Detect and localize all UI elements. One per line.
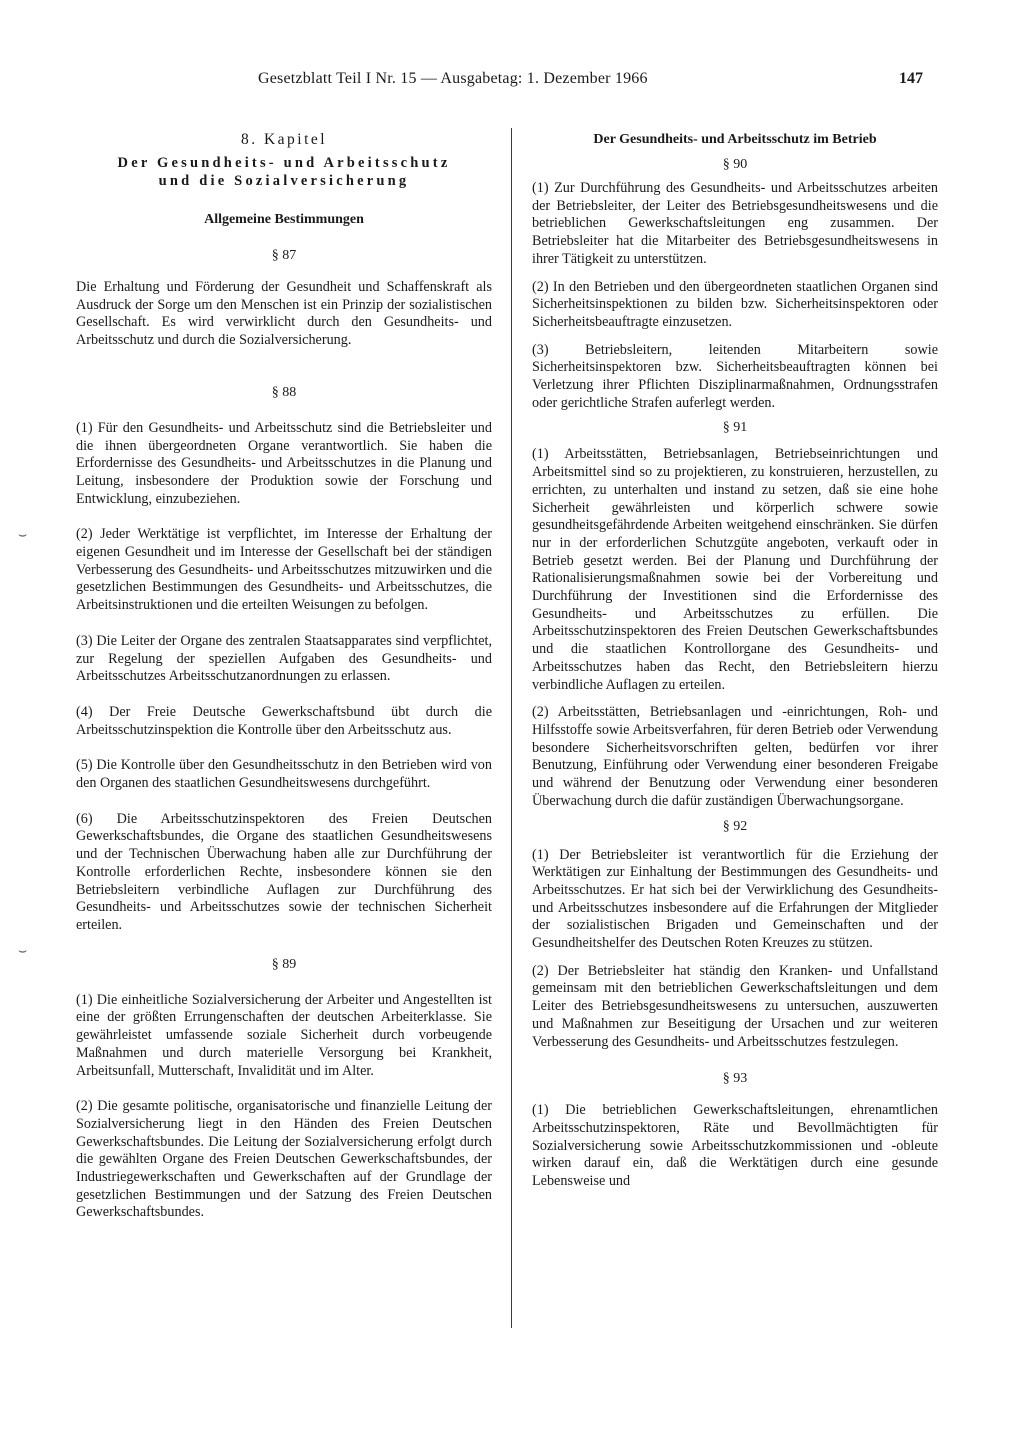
paragraph-heading: § 93	[722, 1071, 748, 1087]
right-column	[532, 130, 938, 1191]
paragraph-text: (3) Die Leiter der Organe des zentralen Staatsapparates sind verpflichtet, zur Regelung der speziellen Aufgaben des Gesundheits- und Arbeitsschutzes Arbeitsschutzanordnungen zu erlassen.	[76, 632, 492, 685]
column-divider	[511, 128, 512, 1328]
paragraph-heading: § 91	[722, 420, 748, 436]
paragraph-text: (1) Für den Gesundheits- und Arbeitsschutz sind die Betriebsleiter und die ihnen übergeordneten Organe verantwortlich. Sie haben die Erfordernisse des Gesundheits- und Arbeitsschutzes in die Planung und Leitung, insbesondere der Produktion sowie der Forschung und Entwicklung, einzubeziehen.	[76, 419, 492, 507]
gazette-title: Gesetzblatt Teil I Nr. 15 — Ausgabetag: 1. Dezember 1966	[258, 70, 648, 87]
paragraph-heading: § 89	[271, 956, 297, 972]
margin-mark: ⌣	[18, 528, 28, 543]
chapter-title: Der Gesundheits- und Arbeitsschutz	[117, 155, 451, 171]
paragraph-text: (1) Arbeitsstätten, Betriebsanlagen, Betriebseinrichtungen und Arbeitsmittel sind so zu projektieren, zu konstruieren, herzustellen, zu errichten, zu unterhalten und instand zu setzen, daß sie eine hohe Sicherheit gewährleisten und körperlich schwere sowie gesundheitsgefährdende Arbeiten weitgehend einschränken. Sie dürfen nur in der erforderlichen Schutzgüte angeboten, verkauft oder in Betrieb gesetzt werden. Bei der Planung und Durchführung der Rationalisierungsmaßnahmen sowie bei der Vorbereitung und Durchführung der Investitionen sind die Erfordernisse des Gesundheits- und Arbeitsschutzes zu erfüllen. Die Arbeitsschutzinspektoren des Freien Deutschen Gewerkschaftsbundes und die staatlichen Kontrollorgane des Gesundheits- und Arbeitsschutzes haben das Recht, den Betriebsleitern hierzu verbindliche Auflagen zu erteilen.	[532, 446, 938, 693]
chapter-title: und die Sozialversicherung	[158, 173, 410, 189]
paragraph-text: (2) Jeder Werktätige ist verpflichtet, im Interesse der Erhaltung der eigenen Gesundheit und im Interesse der Gesellschaft bei der ständigen Verbesserung des Gesundheits- und Arbeitsschutzes mitzuwirken und die gesetzlichen Bestimmungen des Gesundheits- und Arbeitsschutzes, die Arbeitsinstruktionen und die erteilten Weisungen zu befolgen.	[76, 526, 492, 614]
paragraph-text: (2) Die gesamte politische, organisatorische und finanzielle Leitung der Sozialversicherung liegt in den Händen des Freien Deutschen Gewerkschaftsbundes. Die Leitung der Sozialversicherung erfolgt durch die gewählten Organe des Freien Deutschen Gewerkschaftsbundes, der Industriegewerkschaften und Gewerkschaften auf der Grundlage der gesetzlichen Bestimmungen und der Satzung des Freien Deutschen Gewerkschaftsbundes.	[76, 1098, 492, 1221]
paragraph-text: (2) In den Betrieben und den übergeordneten staatlichen Organen sind Sicherheitsinspektionen zu bilden bzw. Sicherheitsinspektoren oder Sicherheitsbeauftragte einzusetzen.	[532, 278, 938, 330]
paragraph-text: (1) Der Betriebsleiter ist verantwortlich für die Erziehung der Werktätigen zur Einhaltung der Bestimmungen des Gesundheits- und Arbeitsschutzes. Er hat sich bei der Verwirklichung des Gesundheits- und Arbeitsschutzes insbesondere auf die Erfahrungen der Mitglieder der sozialistischen Brigaden und Gemeinschaften und der Gesundheitshelfer des Deutschen Roten Kreuzes zu stützen.	[532, 846, 938, 952]
paragraph-heading: § 87	[271, 248, 297, 263]
paragraph-text: (1) Die betrieblichen Gewerkschaftsleitungen, ehrenamtlichen Arbeitsschutzinspektoren, Räte und Bevollmächtigten für Sozialversicherung sowie Arbeitsschutzkommissionen und -obleute wirken darauf ein, daß die Werktätigen durch eine gesunde Lebensweise und	[532, 1102, 938, 1190]
paragraph-heading: § 92	[722, 818, 748, 834]
paragraph-text: (1) Zur Durchführung des Gesundheits- und Arbeitsschutzes arbeiten der Betriebsleiter, der Leiter des Betriebsgesundheitswesens und die betrieblichen Gewerkschaftsleitungen eng zusammen. Der Betriebsleiter hat die Mitarbeiter des Betriebsgesundheitswesens in ihrer Tätigkeit zu unterstützen.	[532, 180, 938, 267]
paragraph-text: (5) Die Kontrolle über den Gesundheitsschutz in den Betrieben wird von den Organen des staatlichen Gesundheitswesens durchgeführt.	[76, 757, 492, 792]
section-heading: Der Gesundheits- und Arbeitsschutz im Betrieb	[593, 132, 877, 147]
running-header	[258, 70, 923, 92]
paragraph-heading: § 88	[271, 384, 297, 400]
chapter-number: 8. Kapitel	[240, 131, 328, 148]
page-number: 147	[899, 70, 923, 87]
left-column	[76, 130, 492, 1222]
paragraph-text: (6) Die Arbeitsschutzinspektoren des Freien Deutschen Gewerkschaftsbundes, die Organe des staatlichen Gesundheitswesens und der Technischen Überwachung haben alle zur Durchführung der Kontrolle erforderlichen Rechte, insbesondere können sie den Betriebsleitern verbindliche Auflagen zur Durchführung des Gesundheits- und Arbeitsschutzes sowie der technischen Sicherheit erteilen.	[76, 810, 492, 933]
margin-mark: ⌣	[18, 944, 28, 959]
paragraph-text: (2) Arbeitsstätten, Betriebsanlagen und -einrichtungen, Roh- und Hilfsstoffe sowie Arbeitsverfahren, für deren Betrieb oder Verwendung besondere Sicherheitsvorschriften gelten, bedürfen vor ihrer Benutzung, Einführung oder Verwendung einer besonderen Freigabe und während der Benutzung oder Verwendung einer besonderen Überwachung durch die dafür zuständigen Überwachungsorgane.	[532, 704, 938, 809]
section-heading: Allgemeine Bestimmungen	[204, 212, 364, 227]
paragraph-text: (1) Die einheitliche Sozialversicherung der Arbeiter und Angestellten ist eine der größten Errungenschaften der deutschen Arbeiterklasse. Sie gewährleistet umfassende soziale Sicherheit durch vorbeugende Maßnahmen und durch materielle Versorgung bei Krankheit, Arbeitsunfall, Mutterschaft, Invalidität und im Alter.	[76, 991, 492, 1079]
paragraph-text: (2) Der Betriebsleiter hat ständig den Kranken- und Unfallstand gemeinsam mit den betrieblichen Gewerkschaftsleitungen und dem Leiter des Betriebsgesundheitswesens zu untersuchen, auszuwerten und Maßnahmen zur Beseitigung der Ursachen und zur weiteren Verbesserung des Gesundheits- und Arbeitsschutzes festzulegen.	[532, 962, 938, 1050]
paragraph-text: Die Erhaltung und Förderung der Gesundheit und Schaffenskraft als Ausdruck der Sorge um den Menschen ist ein Prinzip der sozialistischen Gesellschaft. Es wird verwirklicht durch den Gesundheits- und Arbeitsschutz und durch die Sozialversicherung.	[76, 279, 492, 349]
paragraph-text: (3) Betriebsleitern, leitenden Mitarbeitern sowie Sicherheitsinspektoren bzw. Sicherheitsbeauftragten können bei Verletzung ihrer Pflichten Disziplinarmaßnahmen, Ordnungsstrafen oder gerichtliche Strafen auferlegt werden.	[532, 341, 938, 411]
paragraph-heading: § 90	[722, 157, 748, 172]
paragraph-text: (4) Der Freie Deutsche Gewerkschaftsbund übt durch die Arbeitsschutzinspektion die Kontrolle über den Arbeitsschutz aus.	[76, 703, 492, 738]
